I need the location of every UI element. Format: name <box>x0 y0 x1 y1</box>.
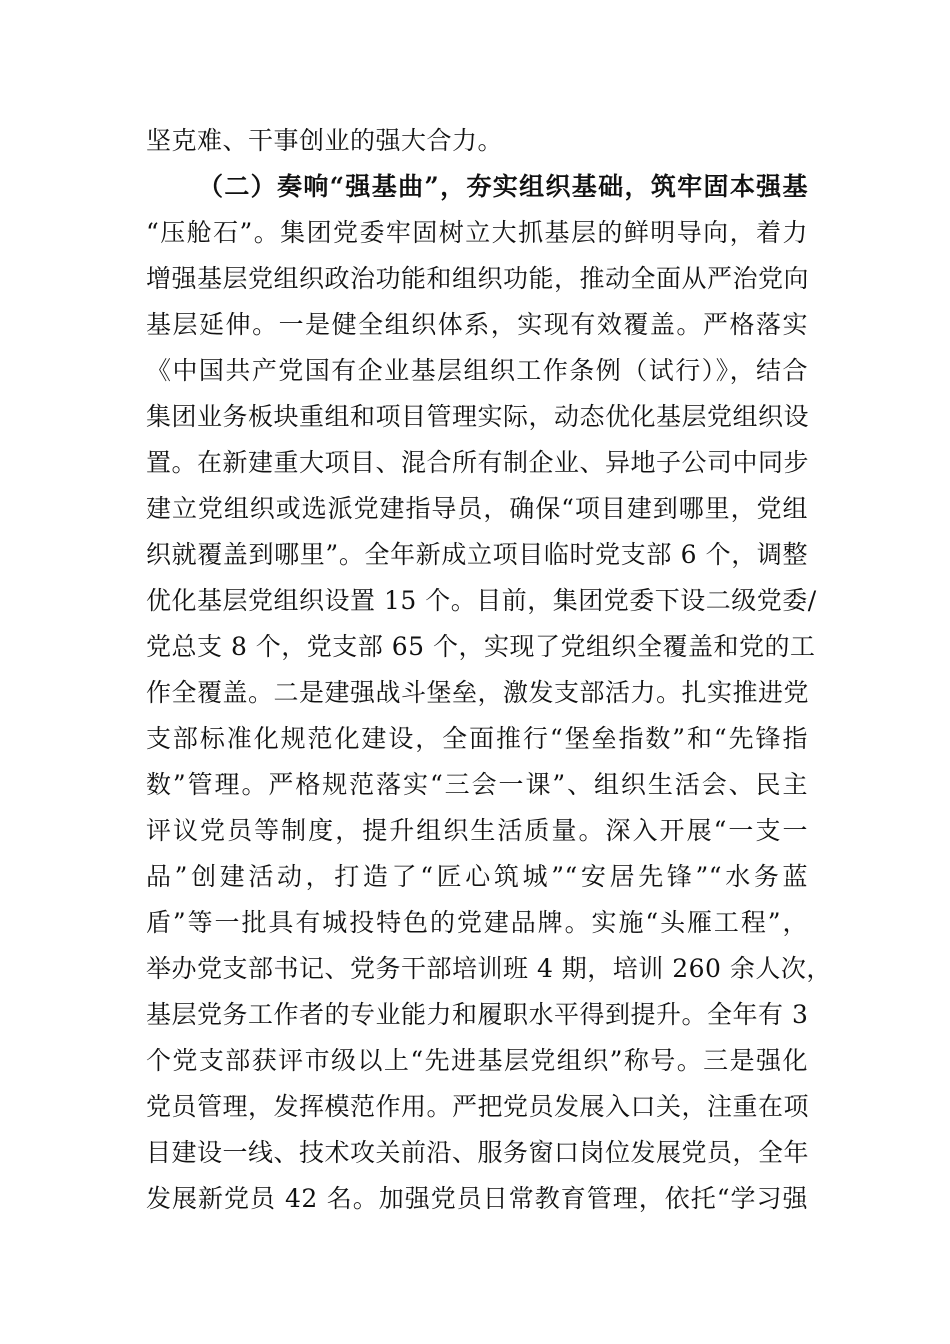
paragraph-line: 党员管理，发挥模范作用。严把党员发展入口关，注重在项 <box>146 1092 810 1121</box>
paragraph-line: 坚克难、干事创业的强大合力。 <box>146 126 504 155</box>
section-heading-line: （二）奏响“强基曲”，夯实组织基础，筑牢固本强基 <box>198 172 808 201</box>
paragraph-line: 作全覆盖。二是建强战斗堡垒，激发支部活力。扎实推进党 <box>146 678 810 707</box>
paragraph-line: 支部标准化规范化建设，全面推行“堡垒指数”和“先锋指 <box>146 724 808 753</box>
paragraph-line: 目建设一线、技术攻关前沿、服务窗口岗位发展党员，全年 <box>146 1138 810 1167</box>
paragraph-line: 增强基层党组织政治功能和组织功能，推动全面从严治党向 <box>146 264 810 293</box>
paragraph-line: 评议党员等制度，提升组织生活质量。深入开展“一支一 <box>146 816 808 845</box>
paragraph-line: 党总支 8 个，党支部 65 个，实现了党组织全覆盖和党的工 <box>146 632 816 661</box>
paragraph-line: 品”创建活动，打造了“匠心筑城”“安居先锋”“水务蓝 <box>146 862 808 891</box>
paragraph-line: 《中国共产党国有企业基层组织工作条例（试行）》，结合 <box>146 356 808 385</box>
paragraph-line: 基层延伸。一是健全组织体系，实现有效覆盖。严格落实 <box>146 310 808 339</box>
paragraph-line: 举办党支部书记、党务干部培训班 4 期，培训 260 余人次， <box>146 954 832 983</box>
paragraph-line: 基层党务工作者的专业能力和履职水平得到提升。全年有 3 <box>146 1000 809 1029</box>
paragraph-line: 发展新党员 42 名。加强党员日常教育管理，依托“学习强 <box>146 1184 808 1213</box>
paragraph-line: 织就覆盖到哪里”。全年新成立项目临时党支部 6 个，调整 <box>146 540 808 569</box>
paragraph-line: 优化基层党组织设置 15 个。目前，集团党委下设二级党委/ <box>146 586 817 615</box>
paragraph-line: 建立党组织或选派党建指导员，确保“项目建到哪里，党组 <box>146 494 808 523</box>
body-text <box>146 118 832 1222</box>
paragraph-line: “压舱石”。集团党委牢固树立大抓基层的鲜明导向，着力 <box>146 218 808 247</box>
paragraph-line: 个党支部获评市级以上“先进基层党组织”称号。三是强化 <box>146 1046 808 1075</box>
paragraph-line: 置。在新建重大项目、混合所有制企业、异地子公司中同步 <box>146 448 810 477</box>
paragraph-line: 盾”等一批具有城投特色的党建品牌。实施“头雁工程”， <box>146 908 808 937</box>
paragraph-line: 集团业务板块重组和项目管理实际，动态优化基层党组织设 <box>146 402 810 431</box>
paragraph-line: 数”管理。严格规范落实“三会一课”、组织生活会、民主 <box>146 770 808 799</box>
